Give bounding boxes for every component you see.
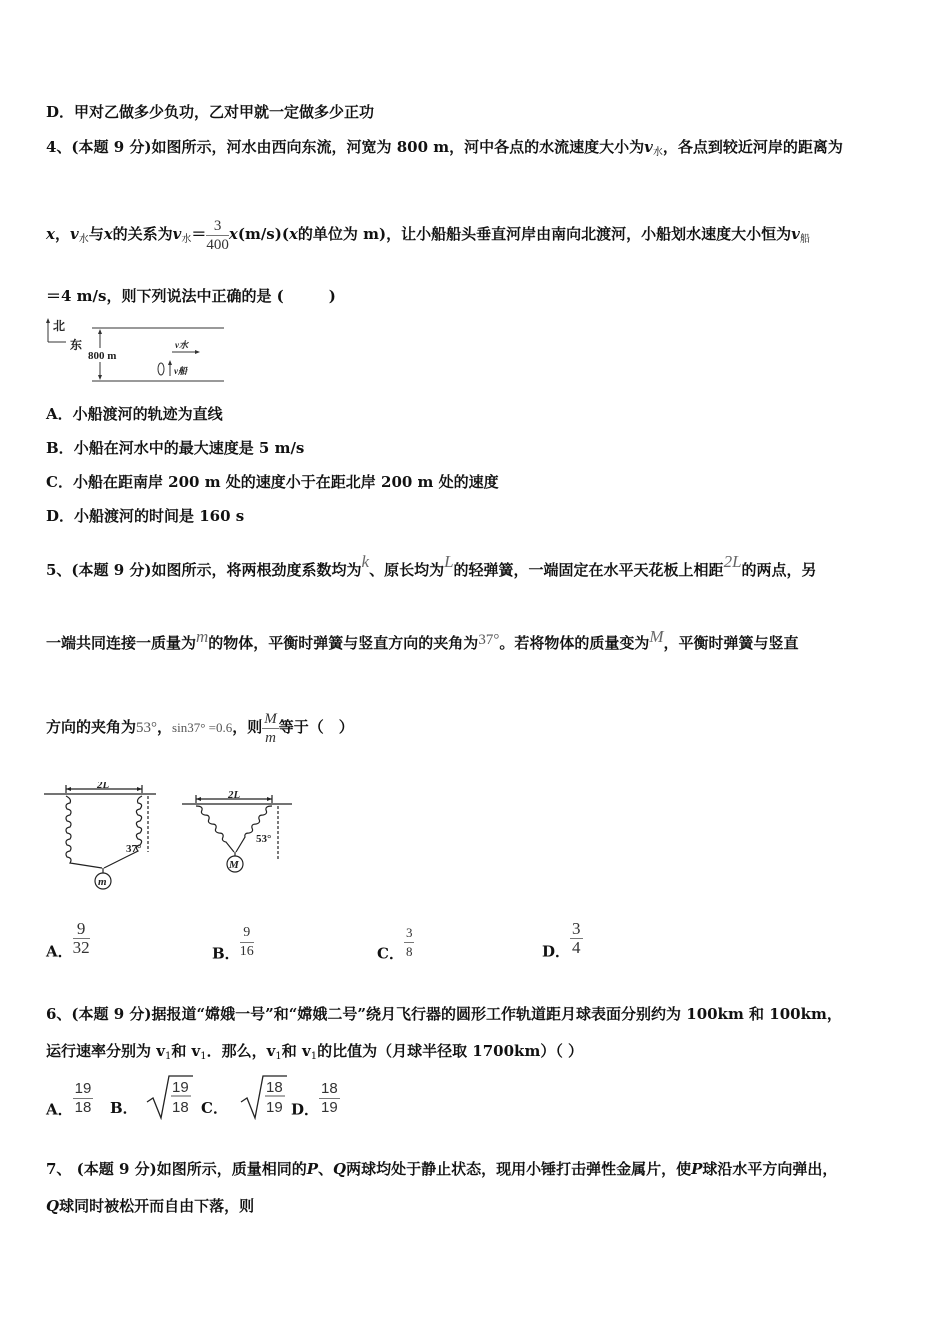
svg-text:M: M: [229, 859, 239, 871]
q5-option-a: A． $\frac{9}{32}$: [46, 919, 90, 961]
q5-option-c: C． $\frac{3}{8}$: [377, 925, 413, 963]
q4-option-d: D．小船渡河的时间是 160 s: [46, 507, 245, 525]
q4-stem-line2: x，$v_水$与x的关系为$v_水=$ $\frac{3}{400}$ x(m/s)(x的单位为 m)，让小船船头垂直河岸由南向北渡河，小船划水速度大小恒为$v_船$: [46, 217, 810, 253]
east-label: 东: [70, 338, 83, 352]
width-label: 800 m: [88, 350, 117, 362]
q5-stem-line1: 5、(本题 9 分)如图所示，将两根劲度系数均为k、原长均为L的轻弹簧，一端固定在水平天花板上相距2L的两点，另: [46, 552, 817, 579]
q5-figure-mass-M: [182, 790, 294, 876]
q4-stem-line1: 4、(本题 9 分)如图所示，河水由西向东流，河宽为 800 m，河中各点的水流速度大小为$v_水$，各点到较近河岸的距离为: [46, 138, 843, 158]
q6-stem-line1: 6、(本题 9 分)据报道“嫦娥一号”和“嫦娥二号”绕月飞行器的圆形工作轨道距月球表面分别约为 100km 和 100km，: [46, 1005, 842, 1023]
svg-text:2L: 2L: [97, 782, 110, 791]
q5-option-b: B． $\frac{9}{16}$: [212, 925, 254, 963]
svg-text:19: 19: [171, 1079, 189, 1096]
svg-text:2L: 2L: [228, 790, 241, 801]
q5-stem-line2: 一端共同连接一质量为m的物体，平衡时弹簧与竖直方向的夹角为37°。若将物体的质量变为M，平衡时弹簧与竖直: [46, 627, 799, 652]
q5-stem-line3: 方向的夹角为53°，sin37° =0.6，则 $\frac{M}{m}$ 等于（ ）: [46, 710, 354, 746]
q4-fraction: $\frac{3}{400}$: [206, 217, 229, 253]
sqrt-sign-icon: [239, 1074, 289, 1120]
prev-option-d: D．甲对乙做多少负功，乙对甲就一定做多少正功: [46, 103, 375, 121]
q4-option-b: B．小船在河水中的最大速度是 5 m/s: [46, 439, 305, 457]
q5-mass-ratio: $\frac{M}{m}$: [264, 710, 277, 746]
q5-option-d: D． $\frac{3}{4}$: [542, 919, 581, 961]
north-label: 北: [53, 319, 66, 333]
svg-text:m: m: [98, 876, 107, 888]
q6-option-c: C． 18 19: [201, 1074, 289, 1120]
q6-stem-line2: 运行速率分别为 $v_1$和 $v_1$．那么，$v_1$和 $v_1$的比值为（月球半径取 1700km）（ ）: [46, 1042, 584, 1062]
boat-velocity-label: v船: [174, 366, 187, 376]
sqrt-sign-icon: [145, 1074, 195, 1120]
svg-text:53°: 53°: [256, 833, 272, 845]
q5-figure-mass-m: [44, 782, 164, 894]
q7-stem-line2: Q球同时被松开而自由下落，则: [46, 1197, 255, 1215]
q4-option-c: C．小船在距南岸 200 m 处的速度小于在距北岸 200 m 处的速度: [46, 473, 499, 491]
spring-right-1: [104, 796, 142, 868]
q4-stem-line3: ＝4 m/s，则下列说法中正确的是 ( ): [46, 287, 336, 305]
svg-text:37°: 37°: [126, 843, 142, 855]
q6-option-b: B． 19 18: [110, 1074, 195, 1120]
q4-river-figure: [44, 318, 226, 386]
svg-text:18: 18: [171, 1099, 189, 1116]
spring-left-2: [196, 806, 234, 852]
q6-option-d: D． $\frac{18}{19}$: [291, 1080, 338, 1119]
q6-option-a: A． $\frac{19}{18}$: [46, 1080, 92, 1119]
spring-left-1: [66, 796, 102, 868]
q4-option-a: A．小船渡河的轨迹为直线: [46, 405, 223, 423]
svg-text:19: 19: [266, 1099, 283, 1116]
boat-icon: [158, 363, 164, 375]
svg-text:18: 18: [266, 1079, 283, 1096]
water-velocity-label: v水: [175, 340, 188, 350]
q7-stem-line1: 7、 (本题 9 分)如图所示，质量相同的P、Q两球均处于静止状态，现用小锤打击弹性金属片，使P球沿水平方向弹出，: [46, 1160, 838, 1178]
spring-right-2: [236, 806, 272, 852]
